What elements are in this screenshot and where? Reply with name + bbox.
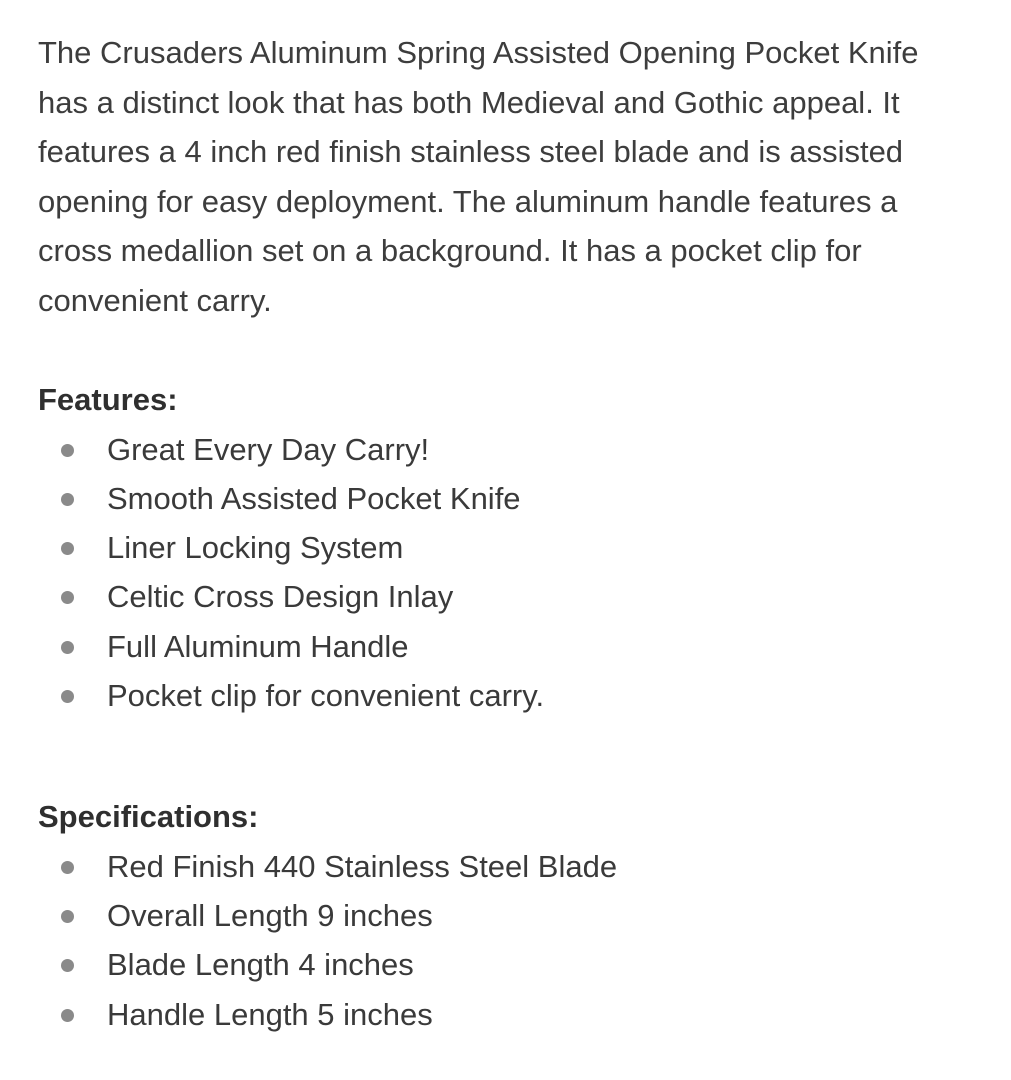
bullet-icon — [61, 959, 74, 972]
bullet-icon — [61, 444, 74, 457]
product-description-content — [38, 28, 973, 1039]
specification-item-text: Red Finish 440 Stainless Steel Blade — [107, 848, 618, 884]
features-heading: Features: — [38, 382, 178, 417]
bullet-icon — [61, 641, 74, 654]
bullet-icon — [61, 542, 74, 555]
specifications-list — [38, 842, 973, 1039]
feature-item-text: Pocket clip for convenient carry. — [107, 677, 545, 713]
bullet-icon — [61, 690, 74, 703]
bullet-icon — [61, 493, 74, 506]
feature-item — [38, 671, 973, 720]
product-description-text: The Crusaders Aluminum Spring Assisted Opening Pocket Knife has a distinct look that has both Medieval and Gothic appeal. It features a 4 inch red finish stainless steel blade and is assisted opening for easy deployment. The aluminum handle features a cross medallion set on a background. It has a pocket clip for convenient carry. — [38, 35, 919, 318]
specification-item — [38, 842, 973, 891]
feature-item — [38, 572, 973, 621]
bullet-icon — [61, 910, 74, 923]
feature-item-text: Liner Locking System — [107, 530, 404, 566]
feature-item-text: Full Aluminum Handle — [107, 628, 409, 664]
feature-item — [38, 622, 973, 671]
specification-item-text: Handle Length 5 inches — [107, 996, 433, 1032]
specification-item-text: Overall Length 9 inches — [107, 898, 433, 934]
feature-item — [38, 523, 973, 572]
feature-item — [38, 425, 973, 474]
bullet-icon — [61, 591, 74, 604]
specification-item — [38, 940, 973, 989]
specification-item-text: Blade Length 4 inches — [107, 947, 414, 983]
feature-item-text: Great Every Day Carry! — [107, 431, 430, 467]
bullet-icon — [61, 861, 74, 874]
specifications-heading: Specifications: — [38, 799, 259, 835]
specification-item — [38, 891, 973, 940]
specification-item — [38, 990, 973, 1039]
bullet-icon — [61, 1009, 74, 1022]
features-list — [38, 425, 973, 721]
feature-item-text: Celtic Cross Design Inlay — [107, 579, 454, 615]
feature-item — [38, 474, 973, 523]
feature-item-text: Smooth Assisted Pocket Knife — [107, 480, 521, 516]
